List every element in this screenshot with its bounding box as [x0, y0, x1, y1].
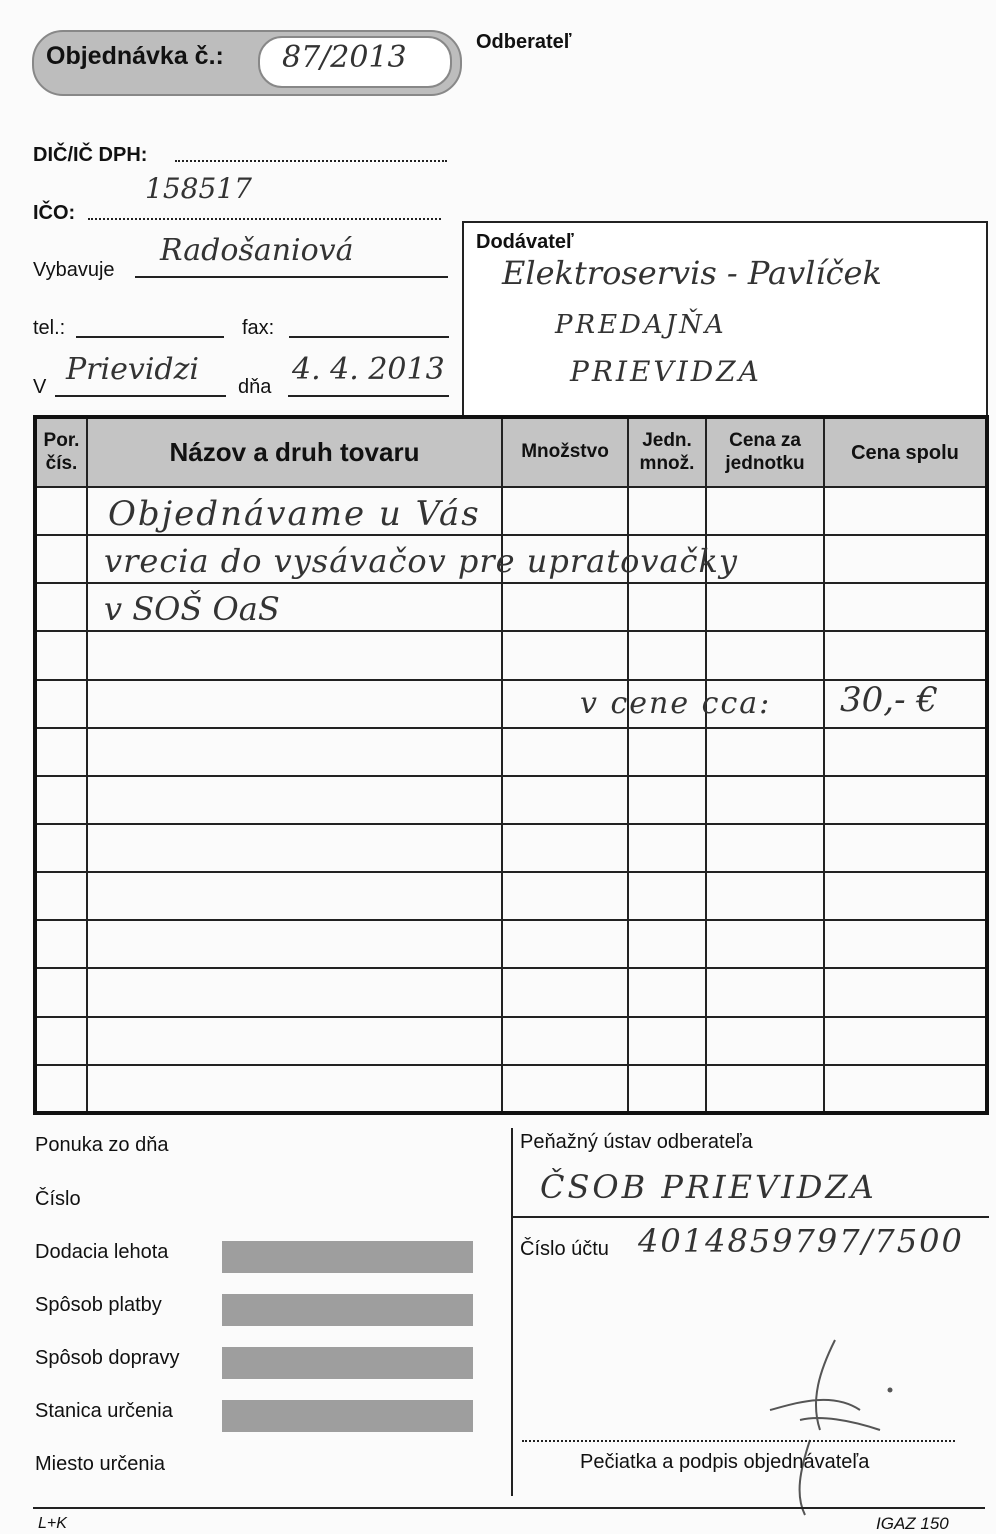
col-header-unit: Jedn. množ.	[628, 417, 706, 487]
customer-heading: Odberateľ	[476, 31, 572, 53]
table-row	[35, 872, 987, 920]
place-value: Prievidzi	[66, 352, 200, 387]
date-label: dňa	[238, 376, 272, 398]
table-row	[35, 968, 987, 1016]
destination-station-field	[222, 1400, 473, 1432]
account-label: Číslo účtu	[520, 1238, 609, 1260]
tel-line	[76, 336, 224, 338]
date-value: 4. 4. 2013	[292, 352, 445, 387]
col-header-qty: Množstvo	[502, 417, 628, 487]
dic-field-line	[175, 160, 447, 162]
table-row	[35, 920, 987, 968]
bank-label: Peňažný ústav odberateľa	[520, 1131, 753, 1153]
fax-line	[289, 336, 449, 338]
table-row	[35, 728, 987, 776]
payment-method-label: Spôsob platby	[35, 1294, 162, 1316]
signature-line	[522, 1440, 955, 1442]
ico-label: IČO:	[33, 202, 76, 224]
payment-method-field	[222, 1294, 473, 1326]
ico-value: 158517	[145, 172, 252, 205]
place-label: V	[33, 376, 47, 398]
supplier-label: Dodávateľ	[476, 231, 574, 253]
items-header-row	[35, 417, 987, 487]
ico-field-line	[88, 218, 441, 220]
delivery-time-field	[222, 1241, 473, 1273]
price-value: 30,- €	[840, 680, 938, 720]
order-number-value: 87/2013	[282, 40, 407, 75]
supplier-line-1: Elektroservis - Pavlíček	[502, 254, 882, 292]
tel-label: tel.:	[33, 317, 66, 339]
table-row	[35, 1065, 987, 1113]
col-header-unit-price: Cena za jednotku	[706, 417, 824, 487]
signature-mark	[740, 1320, 920, 1520]
order-number-label: Objednávka č.:	[46, 42, 224, 70]
handwritten-line-1: Objednávame u Vás	[108, 494, 481, 534]
footer-line	[33, 1507, 985, 1509]
form-code: IGAZ 150	[876, 1514, 949, 1533]
place-line	[55, 395, 226, 397]
table-row	[35, 776, 987, 824]
handled-by-value: Radošaniová	[160, 233, 354, 268]
col-header-total: Cena spolu	[824, 417, 987, 487]
delivery-time-label: Dodacia lehota	[35, 1241, 169, 1263]
table-row	[35, 1017, 987, 1065]
col-header-por: Por. čís.	[35, 417, 87, 487]
dic-label: DIČ/IČ DPH:	[33, 144, 148, 166]
date-line	[288, 395, 449, 397]
price-note: v cene cca:	[580, 686, 772, 721]
table-row	[35, 631, 987, 679]
supplier-line-2: PREDAJŇA	[555, 310, 727, 340]
number-label: Číslo	[35, 1188, 81, 1210]
account-value: 4014859797/7500	[638, 1222, 964, 1260]
signature-label: Pečiatka a podpis objednávateľa	[580, 1451, 870, 1473]
bottom-divider	[511, 1128, 513, 1496]
destination-station-label: Stanica určenia	[35, 1400, 173, 1422]
bank-line	[513, 1216, 989, 1218]
handled-by-line	[135, 276, 448, 278]
transport-method-field	[222, 1347, 473, 1379]
fax-label: fax:	[242, 317, 275, 339]
transport-method-label: Spôsob dopravy	[35, 1347, 180, 1369]
handwritten-line-3: v SOŠ OaS	[104, 590, 280, 628]
footer-left-code: L+K	[38, 1515, 67, 1532]
handled-by-label: Vybavuje	[33, 259, 115, 281]
handwritten-line-2: vrecia do vysávačov pre upratovačky	[104, 542, 738, 580]
bank-value: ČSOB PRIEVIDZA	[540, 1168, 877, 1206]
col-header-name: Názov a druh tovaru	[87, 417, 502, 487]
table-row	[35, 824, 987, 872]
supplier-line-3: PRIEVIDZA	[570, 355, 762, 388]
destination-place-label: Miesto určenia	[35, 1453, 166, 1475]
offer-date-label: Ponuka zo dňa	[35, 1134, 169, 1156]
